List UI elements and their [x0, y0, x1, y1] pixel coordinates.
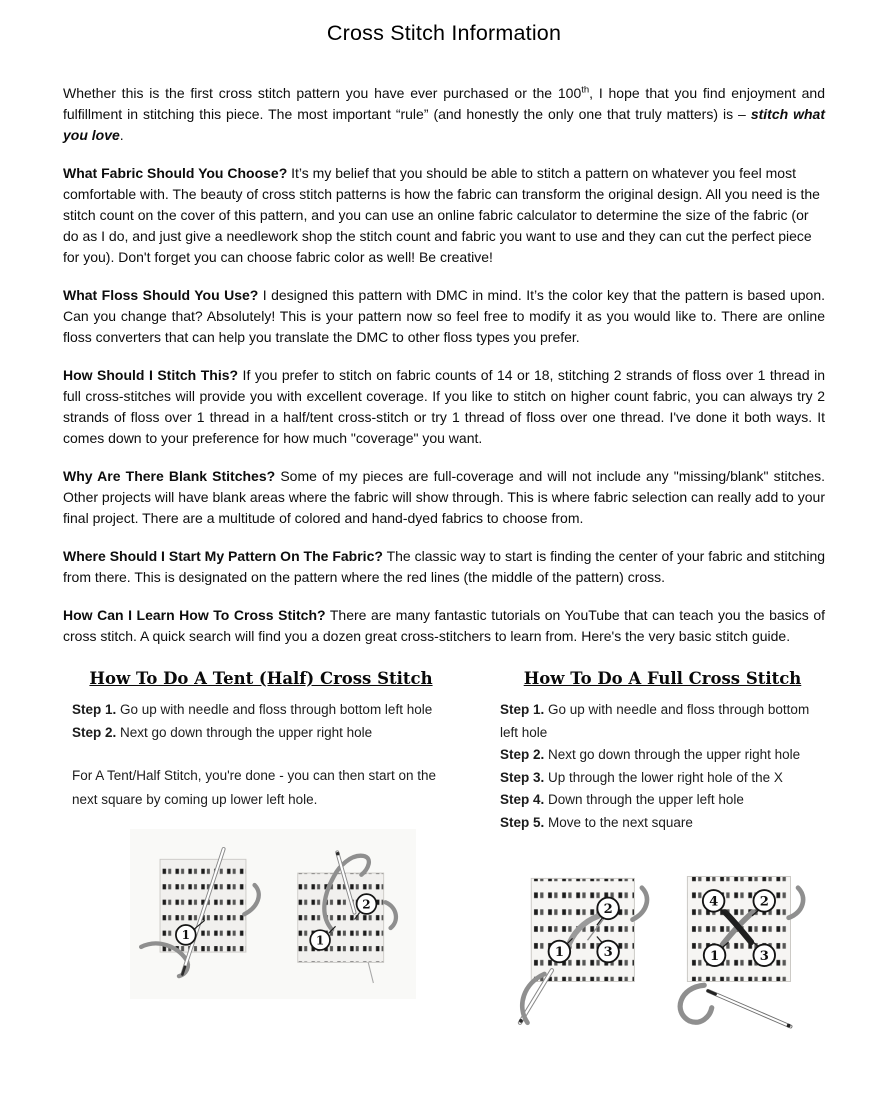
- full-heading: How To Do A Full Cross Stitch: [523, 669, 802, 688]
- section-fabric-heading: What Fabric Should You Choose?: [63, 165, 288, 181]
- full-step-2: [500, 744, 825, 767]
- tent-step-2-text: Next go down through the upper right hole: [116, 724, 373, 740]
- intro-text-after: .: [119, 127, 124, 143]
- section-stitch-how: [63, 365, 825, 449]
- tent-step-1: [72, 699, 450, 722]
- section-stitch-how-heading: How Should I Stitch This?: [63, 367, 239, 383]
- full-step-4-label: Step 4.: [500, 792, 545, 807]
- full-step-3-label: Step 3.: [500, 769, 545, 785]
- intro-text-before: Whether this is the first cross stitch pattern you have ever purchased or the 100: [63, 85, 582, 101]
- svg-text:2: 2: [603, 902, 613, 918]
- section-floss-heading: What Floss Should You Use?: [63, 287, 259, 303]
- full-steps45-diagram: [672, 869, 804, 1019]
- svg-text:3: 3: [603, 945, 613, 961]
- full-step-1-label: Step 1.: [500, 702, 545, 717]
- full-step-1: [500, 699, 825, 744]
- full-step-1-text: Go up with needle and floss through bottom left hole: [500, 702, 810, 740]
- tent-step-2: [72, 722, 450, 745]
- tent-step-1-label: Step 1.: [72, 702, 117, 717]
- svg-text:1: 1: [181, 928, 190, 943]
- intro-text-middle: , I hope that you find enjoyment and fulfillment in stitching this piece. The most important “rule” (and honestly the only one that truly matters) is –: [63, 85, 825, 122]
- full-steps123-diagram: [514, 869, 646, 1019]
- full-step-2-text: Next go down through the upper right hole: [544, 747, 801, 762]
- document-page: [0, 21, 882, 1019]
- svg-text:1: 1: [710, 948, 720, 964]
- svg-text:3: 3: [759, 948, 769, 964]
- section-floss: [63, 285, 825, 348]
- tent-note: For A Tent/Half Stitch, you're done - you can then start on the next square by coming up lower left hole.: [72, 768, 437, 807]
- tent-step-1-text: Go up with needle and floss through bottom left hole: [116, 702, 433, 717]
- full-diagrams: [514, 869, 825, 1019]
- tent-column: [72, 669, 450, 1019]
- full-step-5-text: Move to the next square: [544, 814, 693, 830]
- full-step-5-label: Step 5.: [500, 814, 545, 830]
- svg-text:1: 1: [315, 933, 325, 948]
- full-step-3-text: Up through the lower right hole of the X: [544, 769, 783, 785]
- section-blank-stitches: [63, 466, 825, 529]
- section-blank-stitches-heading: Why Are There Blank Stitches?: [63, 468, 276, 484]
- section-learn-heading: How Can I Learn How To Cross Stitch?: [63, 607, 326, 623]
- svg-text:1: 1: [554, 945, 564, 961]
- svg-text:2: 2: [362, 897, 371, 912]
- full-step-4-text: Down through the upper left hole: [544, 792, 744, 807]
- section-stitch-how-body: If you prefer to stitch on fabric counts of 14 or 18, stitching 2 strands of floss over 1 thread in full cross-stitches will provide you with excellent coverage. If you like to stitch on higher count fabric, you can always try 2 strands of floss over 1 thread in a half/tent cross-stitch or try 1 thread of floss over one thread. I've done it both ways. It comes down to your preference for how much "coverage" you want.: [63, 367, 825, 446]
- page-title: Cross Stitch Information: [326, 21, 562, 45]
- svg-text:2: 2: [759, 894, 769, 910]
- aida-fabric: [298, 873, 384, 962]
- tent-step2-diagram: [284, 841, 394, 991]
- tent-diagrams: [130, 829, 416, 999]
- ordinal-superscript: th: [581, 84, 590, 96]
- svg-text:4: 4: [709, 894, 719, 910]
- floss-thread: [385, 902, 396, 928]
- stitch-guide-columns: [63, 669, 825, 1019]
- aida-fabric: [531, 878, 634, 981]
- section-fabric: [63, 163, 825, 268]
- floss-tail: [368, 962, 373, 983]
- section-learn: [63, 605, 825, 647]
- section-where-start-body: The classic way to start is finding the center of your fabric and stitching from there. This is designated on the pattern where the red lines (the middle of the pattern) cross.: [63, 548, 826, 585]
- section-where-start: [63, 546, 825, 588]
- intro-emphasis: stitch what you love: [63, 106, 826, 143]
- tent-step1-diagram: [148, 841, 258, 991]
- full-step-4: [500, 789, 825, 812]
- full-step-2-label: Step 2.: [500, 747, 545, 762]
- full-column: [500, 669, 825, 1019]
- section-fabric-body: It’s my belief that you should be able to stitch a pattern on whatever you feel most comfortable with. The beauty of cross stitch patterns is how the fabric can transform the original design. All you need is the stitch count on the cover of this pattern, and you can use an online fabric calculator to determine the size of the fabric (or do as I do, and just give a needlework shop the stitch count and fabric you want to use and they can cut the perfect piece for you). Don't forget you can choose fabric color as well! Be creative!: [63, 165, 820, 265]
- full-step-5: [500, 812, 825, 835]
- needle-icon: [708, 991, 791, 1028]
- section-learn-body: There are many fantastic tutorials on YouTube that can teach you the basics of cross stitch. A quick search will find you a dozen great cross-stitchers to learn from. Here's the very basic stitch guide.: [63, 607, 825, 644]
- tent-step-2-label: Step 2.: [72, 724, 117, 740]
- section-floss-body: I designed this pattern with DMC in mind. It’s the color key that the pattern is based upon. Can you change that? Absolutely! This is your pattern now so feel free to modify it as you would like to. There are online floss converters that can help you translate the DMC to other floss types you prefer.: [63, 287, 826, 345]
- intro-paragraph: [63, 83, 825, 146]
- section-blank-stitches-body: Some of my pieces are full-coverage and will not include any "missing/blank" stitches. Other projects will have blank areas where the fabric will show through. This is where fabric selection can really add to your final project. There are a multitude of colored and hand-dyed fabrics to choose from.: [63, 468, 825, 526]
- section-where-start-heading: Where Should I Start My Pattern On The Fabric?: [63, 548, 383, 564]
- floss-thread: [244, 885, 259, 914]
- full-step-3: [500, 767, 825, 790]
- tent-heading: How To Do A Tent (Half) Cross Stitch: [89, 669, 433, 688]
